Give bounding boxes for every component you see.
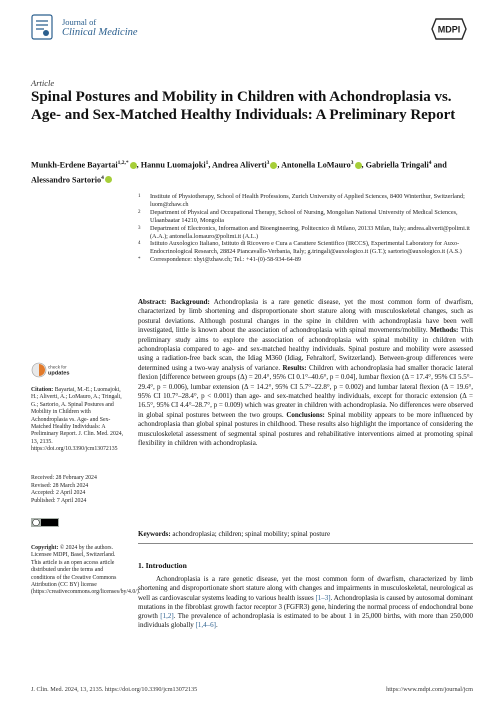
publisher-name: MDPI (437, 24, 461, 35)
author-name: Andrea Aliverti (212, 160, 267, 170)
article-title: Spinal Postures and Mobility in Children with Achondroplasia vs. Age- and Sex-Matched Healthy Individuals: A Preliminary Report (31, 89, 456, 123)
intro-part2: . Achondroplasia is caused by autosomal dominant mutations in the fibroblast growth factor receptor 3 (FGFR3) gene, hindering the normal process of endochondral bone growth (138, 593, 473, 621)
affiliation-item (138, 240, 473, 256)
affiliation-number: 4 (138, 241, 141, 247)
affiliation-item (138, 225, 473, 241)
orcid-icon[interactable] (105, 176, 112, 183)
conclusions-text: Spinal mobility appears to be more influenced by achondroplasia than global spinal postures in childhood. These results also highlight the importance of considering the musculoskeletal assessment of segmental spinal postures and rehabilitative interventions aimed at promoting spinal flexibility in children with achondroplasia. (138, 410, 474, 448)
abstract (138, 298, 473, 449)
author-affiliation-marker: 1,2,* (117, 160, 129, 166)
affiliation-number: * (138, 257, 141, 263)
mdpi-logo[interactable] (430, 17, 468, 41)
citation-label: Citation: (31, 387, 54, 393)
cc-license-icon[interactable] (31, 518, 59, 527)
affiliation-text: Istituto Auxologico Italiano, Istituto di Ricovero e Cura a Carattere Scientifico (IRCCS), Experimental Laboratory for Auxo-Endocrinological Research, 28824 Piancavallo-Verbania, Italy; g.tringali@auxologico.it (G.T.); sartorio@auxologico.it (A.S.) (150, 240, 462, 256)
background-label: Background: (170, 298, 210, 306)
intro-part1: Achondroplasia is a rare genetic disease, yet the most common form of dwarfism, characterized by limb shortening and disproportionate short stature along with changes and impairments in musculoskeletal, neurological as well as cardiovascular systems leading to various health issues (138, 575, 473, 602)
author-affiliation-marker: 3 (266, 160, 270, 166)
keywords-text: achondroplasia; children; spinal mobility; spinal posture (172, 530, 331, 538)
section-divider (138, 543, 473, 544)
author-name: and Alessandro Sartorio (31, 160, 447, 185)
affiliation-number: 2 (138, 209, 141, 215)
author-name: Antonella LoMauro (281, 160, 351, 170)
author-list (31, 157, 471, 186)
citation-block (31, 387, 125, 454)
footer-citation[interactable]: J. Clin. Med. 2024, 13, 2135. https://doi.org/10.3390/jcm13072135 (31, 686, 198, 693)
author-affiliation-marker: 3 (350, 160, 354, 166)
author-name: Hannu Luomajoki (140, 160, 206, 170)
published-date: Published: 7 April 2024 (31, 497, 87, 504)
copyright-text: © 2024 by the authors. Licensee MDPI, Basel, Switzerland. This article is an open access article distributed under the terms and conditions of the Creative Commons Attribution (CC BY) license (https://creativecommons.org/licenses/by/4.0/). (31, 545, 141, 596)
footer-journal-link[interactable]: https://www.mdpi.com/journal/jcm (386, 686, 473, 693)
updates-label-line1: check for (48, 364, 67, 370)
keywords (138, 530, 473, 539)
affiliation-text: Department of Electronics, Information and Bioengineering, Politecnico di Milano, 20133 Milan, Italy; andrea.aliverti@polimi.it (A.A.); antonella.lomauro@polimi.it (A.L.) (150, 224, 470, 240)
affiliations (138, 193, 473, 264)
intro-part4: . (215, 621, 218, 630)
author-affiliation-marker: 4 (101, 174, 104, 181)
keywords-label: Keywords: (138, 530, 171, 538)
affiliation-number: 1 (138, 194, 141, 199)
intro-part3: . The prevalence of achondroplasia is estimated to be about 1 in 25,000 births, with more than 250,000 individuals globally (138, 612, 473, 630)
author-separator: , (208, 160, 213, 170)
author-separator: , (277, 160, 282, 170)
citation-ref[interactable]: [1,2] (160, 612, 174, 621)
citation-text: Bayartai, M.-E.; Luomajoki, H.; Aliverti, A.; LoMauro, A.; Tringali, G.; Sartorio, A. Spinal Postures and Mobility in Children with Achondroplasia vs. Age- and Sex-Matched Healthy Individuals: A Preliminary Report. J. Clin. Med. 2024, 13, 2135. https://doi.org/10.3390/jcm13072135 (31, 387, 124, 453)
background-text: Achondroplasia is a rare genetic disease, yet the most common form of dwarfism, characterized by limb shortening and disproportionate short stature along with musculoskeletal changes, such as postural deviations. Although postural changes in the spine in children with achondroplasia have been well investigated, little is known about the association of achondroplasia with spinal movements/mobility. (138, 298, 473, 335)
affiliation-item (138, 209, 473, 225)
results-text: Children with achondroplasia had smaller thoracic lateral flexion [difference between groups (Δ) = 20.4°, 95% CI 0.1°–40.6°, p = 0.04], lumbar flexion (Δ = 17.4°, 95% CI 5.5°–29.4°, p = 0.006), lumbar extension (Δ = 14.2°, 95% CI 5.7°–22.8°, p = 0.002) and lumbar lateral flexion (Δ = 19.6°, 95% CI 10.7°–28.4°, p < 0.001) than age- and sex-matched healthy individuals, except for thoracic extension (Δ = 16.5°, 95% CI 4.4°–28.7°, p = 0.009) which was greater in children with achondroplasia. No differences were observed in global spinal postures between the two groups. (138, 363, 474, 419)
orcid-icon[interactable] (130, 162, 137, 169)
copyright-label: Copyright: (31, 545, 59, 551)
affiliation-item (138, 193, 473, 209)
publication-dates (31, 475, 125, 505)
journal-logo-icon (31, 14, 53, 40)
author-name: Gabriella Tringali (365, 160, 429, 170)
article-type: Article (31, 78, 55, 88)
affiliation-text: Institute of Physiotherapy, School of Health Professions, Zurich University of Applied Sciences, 8400 Winterthur, Switzerland; luom@zhaw.ch (150, 193, 465, 208)
accepted-date: Accepted: 2 April 2024 (31, 490, 86, 496)
conclusions-label: Conclusions: (286, 410, 325, 419)
received-date: Received: 28 February 2024 (31, 475, 97, 481)
revised-date: Revised: 28 March 2024 (31, 482, 89, 489)
methods-text: This preliminary study aims to explore the association of achondroplasia with spinal mobility in children with achondroplasia compared to age- and sex-matched healthy individuals. Spinal posture and mobility were assessed using a radiation-free back scan, the Idiag M360 (Idiag, Fehraltorf, Switzerland). Between-group differences were determined using a two-way analysis of variance. (138, 326, 474, 372)
abstract-label: Abstract: (138, 298, 167, 306)
check-for-updates-badge[interactable] (31, 360, 70, 380)
journal-name-line1: Journal of (62, 17, 97, 27)
affiliation-text: Department of Physical and Occupational Therapy, School of Nursing, Mongolian National University of Medical Sciences, Ulaanbaatar 14210, Mongolia (150, 208, 458, 224)
author-name: Munkh-Erdene Bayartai (31, 160, 118, 170)
affiliation-item (138, 256, 473, 264)
journal-name-line2: Clinical Medicine (62, 27, 138, 38)
citation-ref[interactable]: [1–3] (315, 593, 331, 602)
author-affiliation-marker: 1 (205, 160, 209, 166)
affiliation-text: Correspondence: xbyi@zhaw.ch; Tel.: +41-(0)-58-934-64-89 (150, 256, 302, 264)
author-affiliation-marker: 4 (428, 160, 432, 166)
introduction-text (138, 575, 473, 631)
author-separator: , (136, 160, 141, 170)
author-separator: , (361, 160, 366, 170)
copyright-notice (31, 545, 141, 597)
orcid-icon[interactable] (355, 162, 362, 169)
affiliation-number: 3 (138, 225, 141, 231)
citation-ref[interactable]: [1,4–6] (195, 621, 216, 630)
updates-label-line2: updates (48, 370, 70, 377)
results-label: Results: (282, 363, 307, 372)
methods-label: Methods: (429, 326, 459, 335)
introduction-heading: 1. Introduction (138, 561, 187, 570)
